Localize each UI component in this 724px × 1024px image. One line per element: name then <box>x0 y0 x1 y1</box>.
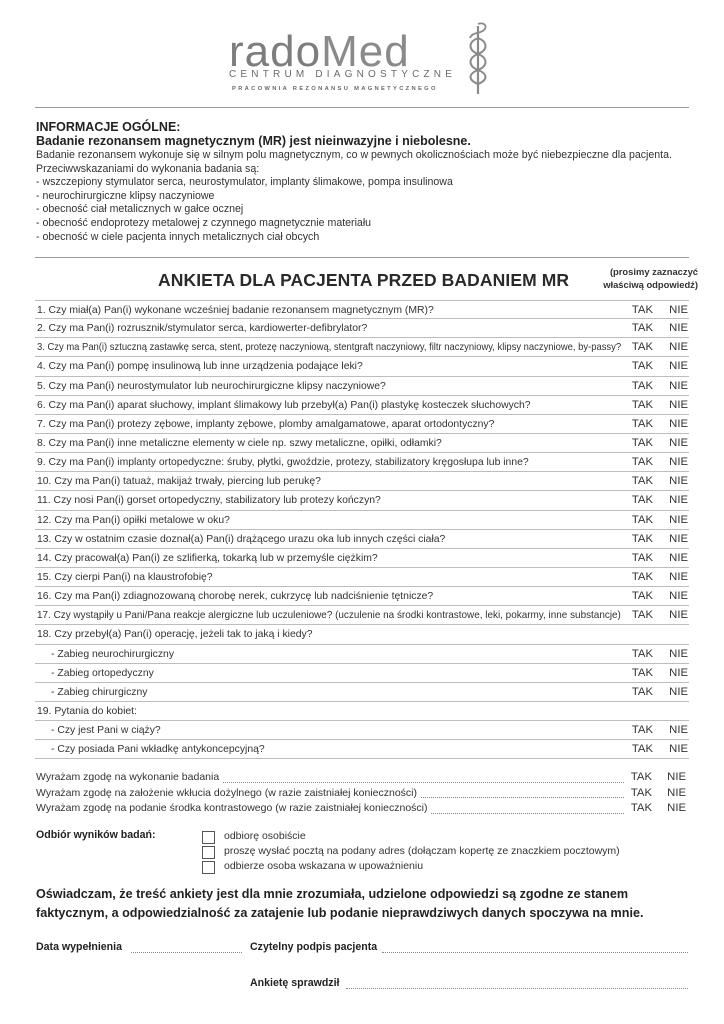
answer-yes[interactable]: TAK <box>631 551 653 564</box>
question-row <box>35 415 689 434</box>
info-line: Badanie rezonansem wykonuje się w silnym polu magnetycznym, co w pewnych okolicznościach może być niebezpieczne dla pacjenta. <box>36 149 672 161</box>
question-text: 14. Czy pracował(a) Pan(i) ze szlifierką, tokarką lub w przemyśle ciężkim? <box>37 552 378 564</box>
question-text: 3. Czy ma Pan(i) sztuczną zastawkę serca, stent, protezę naczyniową, stentgraft naczyniowy, filtr naczyniowy, klipsy naczyniowe, by-passy? <box>37 342 622 354</box>
questionnaire-list <box>35 300 689 759</box>
answer-no[interactable]: NIE <box>669 322 688 335</box>
checked-by-label: Ankietę sprawdził <box>250 977 340 989</box>
question-row <box>35 472 689 491</box>
patient-declaration: Oświadczam, że treść ankiety jest dla mnie zrozumiała, udzielone odpowiedzi są zgodne ze stanem faktycznym, a odpowiedzialność za zatajenie lub podanie nieprawdziwych danych spoczywa na mnie. <box>36 887 644 920</box>
consent-text: Wyrażam zgodę na podanie środka kontrastowego (w razie zaistniałej konieczności) <box>36 801 431 816</box>
pickup-option-mail[interactable] <box>202 845 620 860</box>
question-row <box>35 300 689 319</box>
logo-subtitle-small: PRACOWNIA REZONANSU MAGNETYCZNEGO <box>232 86 438 92</box>
answer-no[interactable]: NIE <box>669 590 688 603</box>
contraindication-item: - obecność ciał metalicznych w gałce ocznej <box>36 203 244 216</box>
general-info-section <box>36 120 690 244</box>
question-row <box>35 549 689 568</box>
consent-row <box>36 786 690 802</box>
question-text: 6. Czy ma Pan(i) aparat słuchowy, implant ślimakowy lub przebył(a) Pan(i) plastykę kosteczek słuchowych? <box>37 399 531 411</box>
checked-by-line[interactable] <box>346 988 688 989</box>
signature-label: Czytelny podpis pacjenta <box>250 941 378 953</box>
question-text: - Zabieg neurochirurgiczny <box>51 648 175 660</box>
question-text: 19. Pytania do kobiet: <box>37 705 137 717</box>
logo-word-med: Med <box>321 27 410 76</box>
answer-yes[interactable]: TAK <box>631 532 653 545</box>
signature-line[interactable] <box>382 952 688 953</box>
question-text: 18. Czy przebył(a) Pan(i) operację, jeżeli tak to jaką i kiedy? <box>37 629 313 641</box>
answer-no[interactable]: NIE <box>669 609 688 622</box>
question-row <box>35 606 689 625</box>
question-text: - Czy posiada Pani wkładkę antykoncepcyjną? <box>51 744 265 756</box>
answer-yes[interactable]: TAK <box>631 322 653 335</box>
question-row <box>35 645 689 664</box>
form-title: ANKIETA DLA PACJENTA PRZED BADANIEM MR <box>158 270 570 290</box>
question-text: 16. Czy ma Pan(i) zdiagnozowaną chorobę nerek, cukrzycę lub nadciśnienie tętnicze? <box>37 591 434 603</box>
question-row <box>35 683 689 702</box>
question-text: 12. Czy ma Pan(i) opiłki metalowe w oku? <box>37 514 230 526</box>
question-text: 7. Czy ma Pan(i) protezy zębowe, implanty zębowe, plomby amalgamatowe, aparat ortodontyczny? <box>37 418 495 430</box>
option-label: proszę wysłać pocztą na podany adres (dołączam kopertę ze znaczkiem pocztowym) <box>224 845 620 857</box>
question-row <box>35 357 689 376</box>
answer-no[interactable]: NIE <box>669 666 688 679</box>
contraindication-item: - obecność w ciele pacjenta innych metalicznych ciał obcych <box>36 230 320 243</box>
note-line: właściwą odpowiedź) <box>603 279 698 290</box>
question-row <box>35 740 689 759</box>
answer-no[interactable]: NIE <box>669 475 688 488</box>
patient-signature-field[interactable] <box>250 941 688 955</box>
caduceus-icon <box>458 20 498 96</box>
question-text: 10. Czy ma Pan(i) tatuaż, makijaż trwały, piercing lub perukę? <box>37 476 321 488</box>
answer-yes[interactable]: TAK <box>631 456 653 469</box>
answer-no[interactable]: NIE <box>669 743 688 756</box>
answer-yes[interactable]: TAK <box>631 379 653 392</box>
contraindication-item: - neurochirurgiczne klipsy naczyniowe <box>36 189 215 202</box>
question-row <box>35 396 689 415</box>
consent-no[interactable]: NIE <box>667 802 686 814</box>
answer-yes[interactable]: TAK <box>631 685 653 698</box>
question-text: 1. Czy miał(a) Pan(i) wykonane wcześniej badanie rezonansem magnetycznym (MR)? <box>37 305 434 316</box>
consent-no[interactable]: NIE <box>667 786 686 799</box>
date-line[interactable] <box>131 952 242 953</box>
consent-no[interactable]: NIE <box>667 771 686 783</box>
results-pickup-options <box>202 830 620 875</box>
option-label: odbierze osoba wskazana w upoważnieniu <box>224 860 424 872</box>
consent-section <box>36 770 690 817</box>
question-row <box>35 491 689 510</box>
answer-no[interactable]: NIE <box>669 494 688 507</box>
contraindication-item: - obecność endoprotezy metalowej z czynnego magnetycznie materiału <box>36 216 372 229</box>
answer-no[interactable]: NIE <box>669 341 688 354</box>
form-instruction-note <box>592 265 698 291</box>
question-text: - Czy jest Pani w ciąży? <box>51 725 161 737</box>
question-text: - Zabieg ortopedyczny <box>51 667 154 679</box>
question-text: 4. Czy ma Pan(i) pompę insulinową lub inne urządzenia podające leki? <box>37 361 363 373</box>
info-line: Przeciwwskazaniami do wykonania badania są: <box>36 162 260 175</box>
consent-text: Wyrażam zgodę na założenie wkłucia dożylnego (w razie zaistniałej konieczności) <box>36 786 420 801</box>
logo-word-rado: rado <box>229 27 322 76</box>
question-row <box>35 453 689 472</box>
clinic-logo <box>0 18 724 96</box>
answer-no[interactable]: NIE <box>669 456 688 469</box>
answer-yes[interactable]: TAK <box>631 609 653 622</box>
consent-yes[interactable]: TAK <box>630 802 652 814</box>
logo-subtitle: CENTRUM DIAGNOSTYCZNE <box>229 69 457 80</box>
answer-yes[interactable]: TAK <box>631 398 653 411</box>
question-row <box>35 377 689 396</box>
checked-by-field[interactable] <box>250 977 688 991</box>
question-row <box>35 511 689 530</box>
question-row <box>35 587 689 606</box>
answer-yes[interactable]: TAK <box>631 743 653 756</box>
question-row <box>35 338 689 357</box>
question-text: 9. Czy ma Pan(i) implanty ortopedyczne: śruby, płytki, gwoździe, protezy, stabilizatory kręgosłupa lub inne? <box>37 457 529 469</box>
question-row <box>35 530 689 549</box>
results-pickup-label: Odbiór wyników badań: <box>36 829 156 841</box>
consent-row <box>36 770 690 786</box>
answer-yes[interactable]: TAK <box>631 341 653 354</box>
answer-yes[interactable]: TAK <box>631 436 653 449</box>
note-line: (prosimy zaznaczyć <box>609 266 698 277</box>
question-row <box>35 319 689 338</box>
info-heading: INFORMACJE OGÓLNE: <box>36 120 181 134</box>
answer-no[interactable]: NIE <box>669 304 688 316</box>
question-row <box>35 568 689 587</box>
date-label: Data wypełnienia <box>36 941 122 953</box>
consent-text: Wyrażam zgodę na wykonanie badania <box>36 770 222 785</box>
answer-no[interactable]: NIE <box>669 513 688 526</box>
answer-yes[interactable]: TAK <box>631 513 653 526</box>
answer-yes[interactable]: TAK <box>631 724 653 737</box>
question-text: - Zabieg chirurgiczny <box>51 686 148 698</box>
answer-no[interactable]: NIE <box>669 379 688 392</box>
question-text: 11. Czy nosi Pan(i) gorset ortopedyczny, stabilizatory lub protezy kończyn? <box>37 495 381 507</box>
question-row <box>35 625 689 644</box>
consent-yes[interactable]: TAK <box>630 786 652 799</box>
answer-yes[interactable]: TAK <box>631 494 653 507</box>
consent-yes[interactable]: TAK <box>630 771 652 783</box>
pickup-option-authorized-person[interactable] <box>202 860 620 875</box>
answer-yes[interactable]: TAK <box>631 590 653 603</box>
consent-row <box>36 801 690 817</box>
answer-no[interactable]: NIE <box>669 417 688 430</box>
answer-no[interactable]: NIE <box>669 398 688 411</box>
answer-yes[interactable]: TAK <box>631 417 653 430</box>
pickup-option-personal[interactable] <box>202 830 620 845</box>
info-subheading: Badanie rezonansem magnetycznym (MR) jest nieinwazyjne i niebolesne. <box>36 134 471 148</box>
date-field[interactable] <box>36 941 242 955</box>
answer-no[interactable]: NIE <box>669 532 688 545</box>
checkbox[interactable] <box>202 861 215 874</box>
answer-no[interactable]: NIE <box>669 685 688 698</box>
answer-no[interactable]: NIE <box>669 436 688 449</box>
question-row <box>35 664 689 683</box>
question-text: 15. Czy cierpi Pan(i) na klaustrofobię? <box>37 571 213 583</box>
answer-yes[interactable]: TAK <box>631 647 653 660</box>
question-text: 8. Czy ma Pan(i) inne metaliczne elementy w ciele np. szwy metaliczne, opiłki, odłamki? <box>37 437 442 449</box>
section-divider <box>35 257 689 258</box>
answer-no[interactable]: NIE <box>669 647 688 660</box>
answer-yes[interactable]: TAK <box>631 304 653 316</box>
answer-no[interactable]: NIE <box>669 360 688 373</box>
question-text: 2. Czy ma Pan(i) rozrusznik/stymulator serca, kardiowerter-defibrylator? <box>37 323 368 335</box>
answer-yes[interactable]: TAK <box>631 570 653 583</box>
checkbox[interactable] <box>202 831 215 844</box>
question-row <box>35 434 689 453</box>
answer-yes[interactable]: TAK <box>631 360 653 373</box>
answer-no[interactable]: NIE <box>669 570 688 583</box>
answer-yes[interactable]: TAK <box>631 475 653 488</box>
answer-no[interactable]: NIE <box>669 724 688 737</box>
contraindication-item: - wszczepiony stymulator serca, neurostymulator, implanty ślimakowe, pompa insulinowa <box>36 176 453 189</box>
question-row <box>35 702 689 721</box>
question-row <box>35 721 689 740</box>
question-text: 17. Czy wystąpiły u Pani/Pana reakcje alergiczne lub uczuleniowe? (uczulenie na środki kontrastowe, leki, pokarmy, inne substancje) <box>37 610 621 622</box>
checkbox[interactable] <box>202 846 215 859</box>
header-divider <box>35 107 689 108</box>
option-label: odbiorę osobiście <box>224 830 306 842</box>
answer-no[interactable]: NIE <box>669 551 688 564</box>
answer-yes[interactable]: TAK <box>631 666 653 679</box>
question-text: 5. Czy ma Pan(i) neurostymulator lub neurochirurgiczne klipsy naczyniowe? <box>37 380 386 392</box>
question-text: 13. Czy w ostatnim czasie doznał(a) Pan(i) drążącego urazu oka lub innych części ciała? <box>37 533 446 545</box>
